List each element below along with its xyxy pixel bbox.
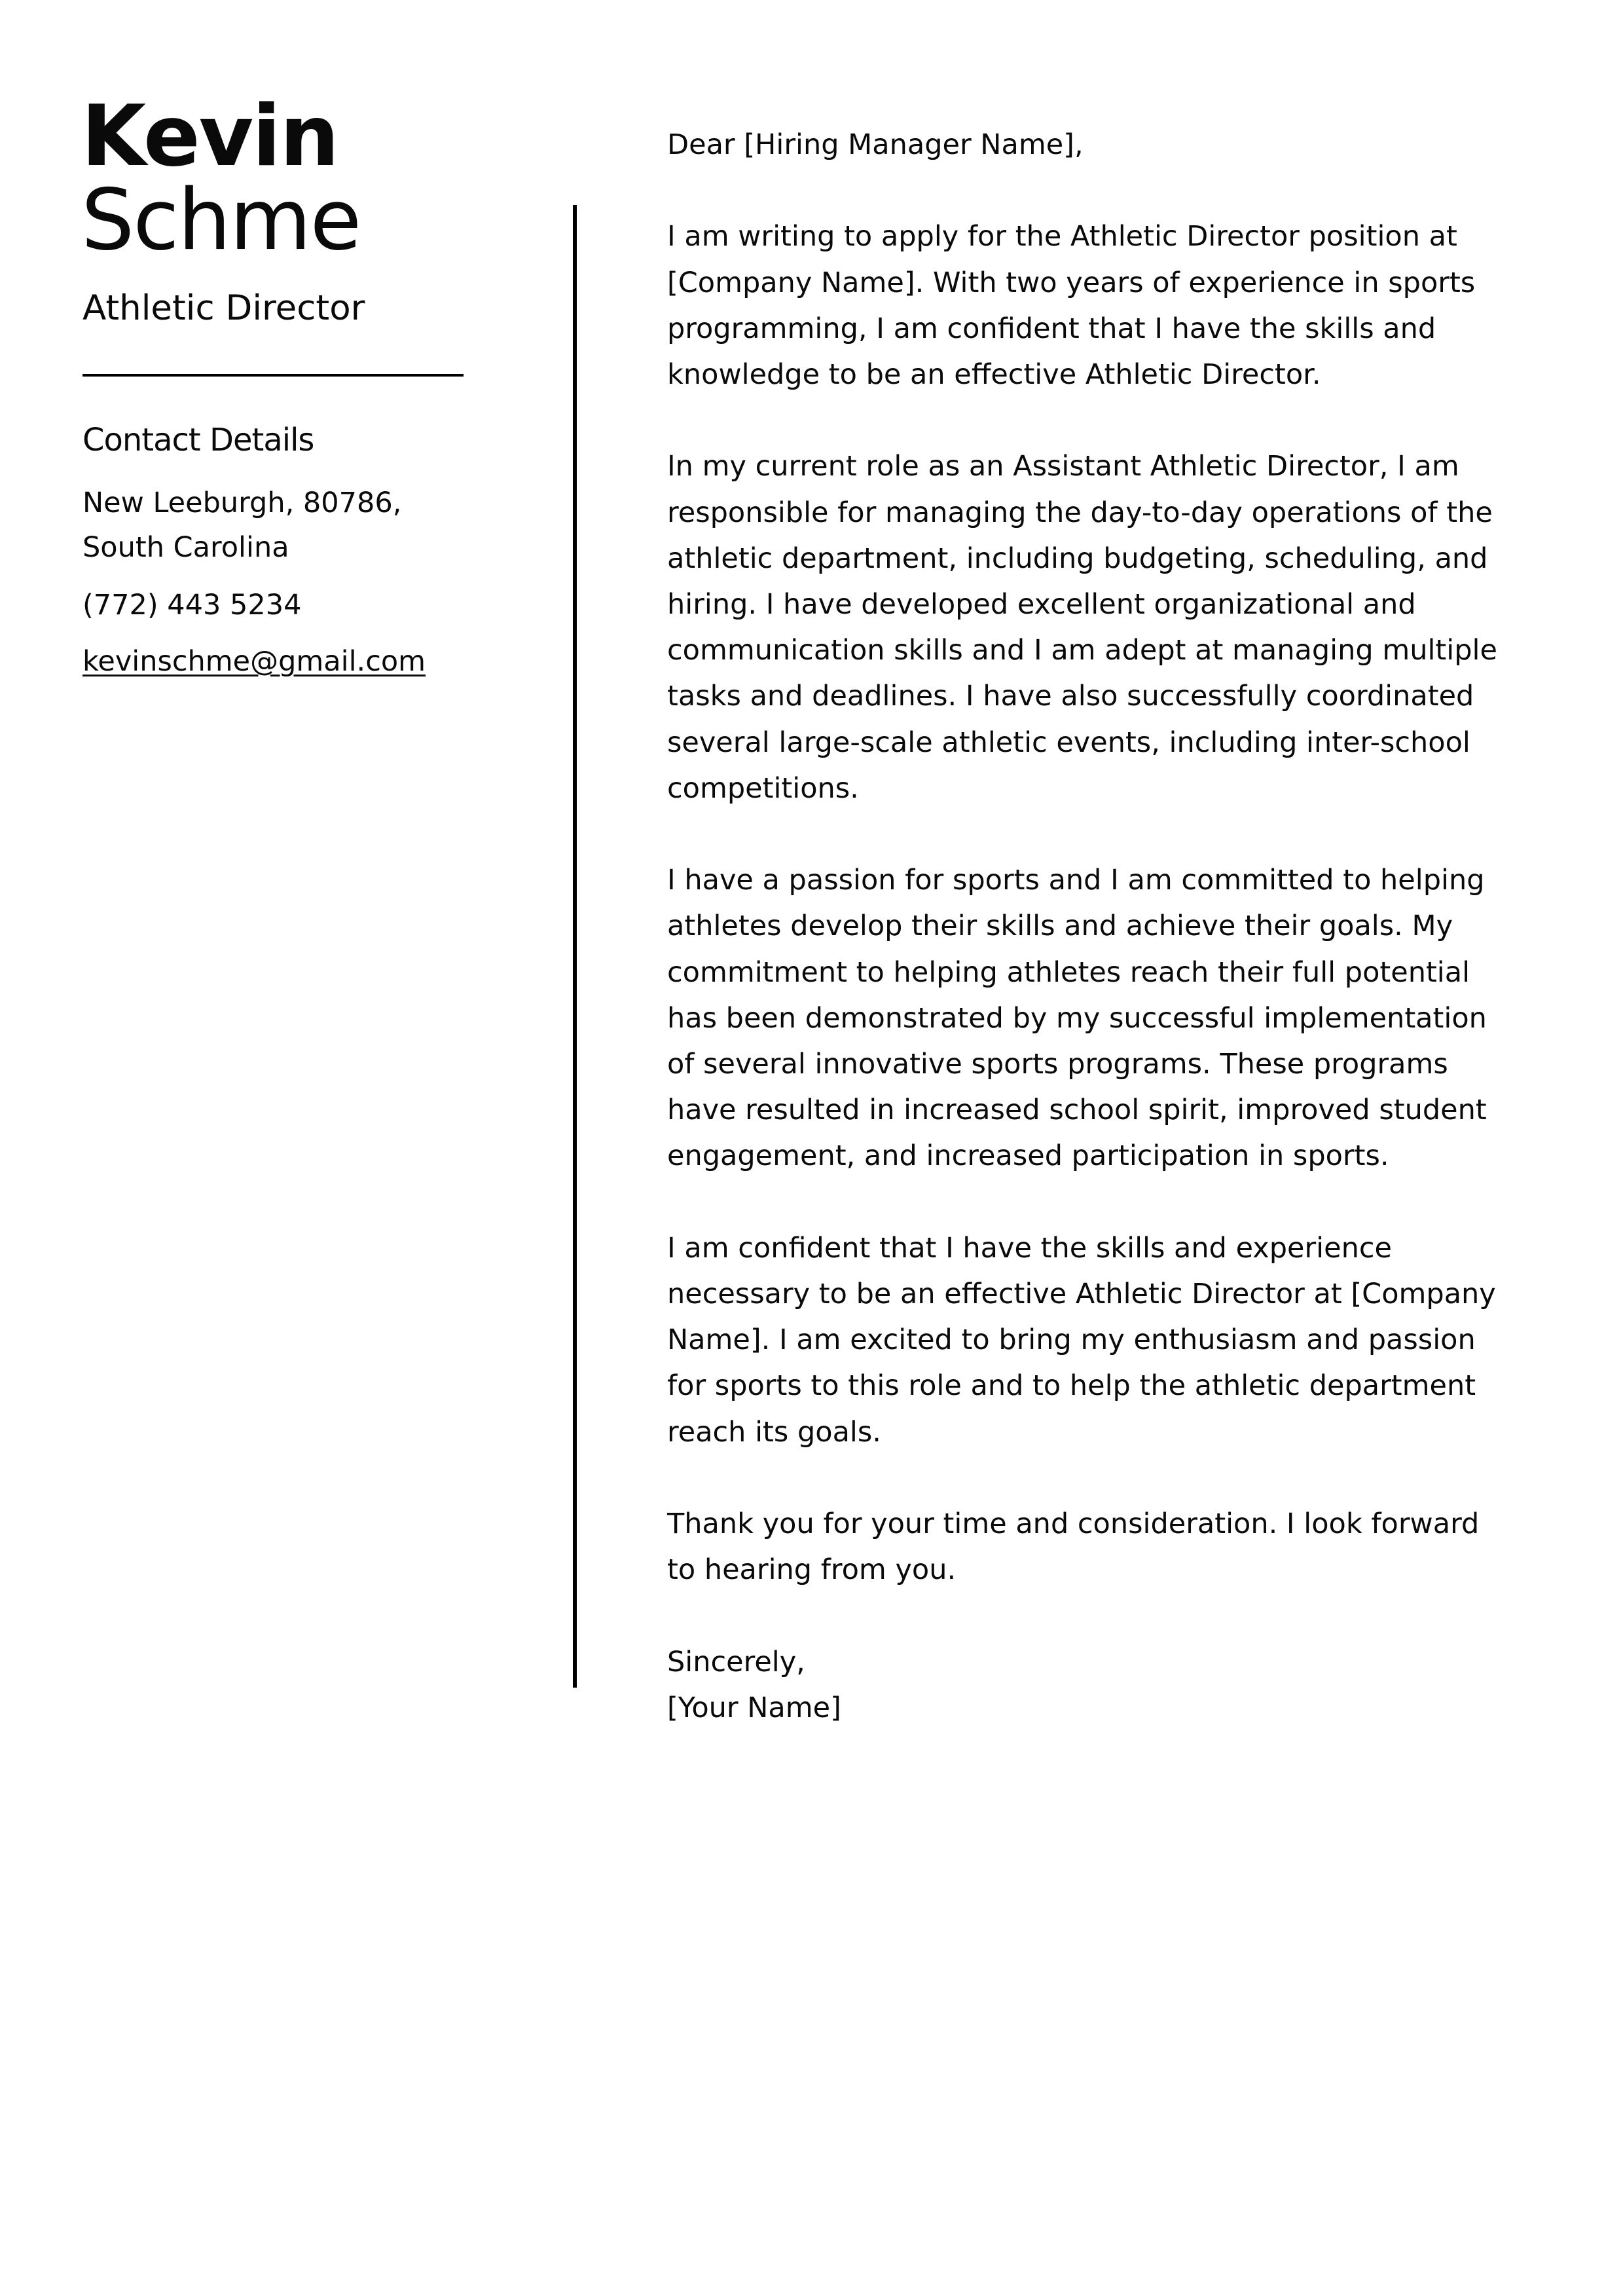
contact-email-link[interactable]: kevinschme@gmail.com [82,645,426,678]
sidebar-divider [82,374,464,377]
letter-paragraph-4: I am confident that I have the skills and experience necessary to be an effective Athletic Director at [Company Name]. I am excited to bring my enthusiasm and passion for sports to this role and to help the athletic department reach its goals. [667,1231,1496,1449]
letter-paragraph-3: I have a passion for sports and I am committed to helping athletes develop their skills and achieve their goals. My commitment to helping athletes reach their full potential has been demonstrated by my successful implementation of several innovative sports programs. These programs have resulted in increased school spirit, improved student engagement, and increased participation in sports. [667,864,1487,1173]
letter-salutation: Dear [Hiring Manager Name], [667,128,1084,161]
contact-heading: Contact Details [82,422,314,458]
first-name: Kevin [81,88,338,185]
letter-paragraph-5: Thank you for your time and consideration. I look forward to hearing from you. [667,1508,1480,1587]
vertical-divider [573,205,577,1688]
letter-paragraph-2: In my current role as an Assistant Athletic Director, I am responsible for managing the day-to-day operations of the athletic department, including budgeting, scheduling, and hiring. I have developed excellent organizational and communication skills and I am adept at managing multiple tasks and deadlines. I have also successfully coordinated several large-scale athletic events, including inter-school competitions. [667,450,1497,805]
letter-signature: [Your Name] [667,1691,841,1724]
job-title: Athletic Director [82,288,365,328]
letter-body [667,122,1499,1731]
last-name: Schme [81,172,361,269]
contact-address: New Leeburgh, 80786, South Carolina [82,487,402,564]
letter-paragraph-1: I am writing to apply for the Athletic Director position at [Company Name]. With two years of experience in sports programming, I am confident that I have the skills and knowledge to be an effective Athletic Director. [667,220,1476,391]
contact-phone: (772) 443 5234 [82,589,302,621]
letter-closing: Sincerely, [667,1645,805,1678]
